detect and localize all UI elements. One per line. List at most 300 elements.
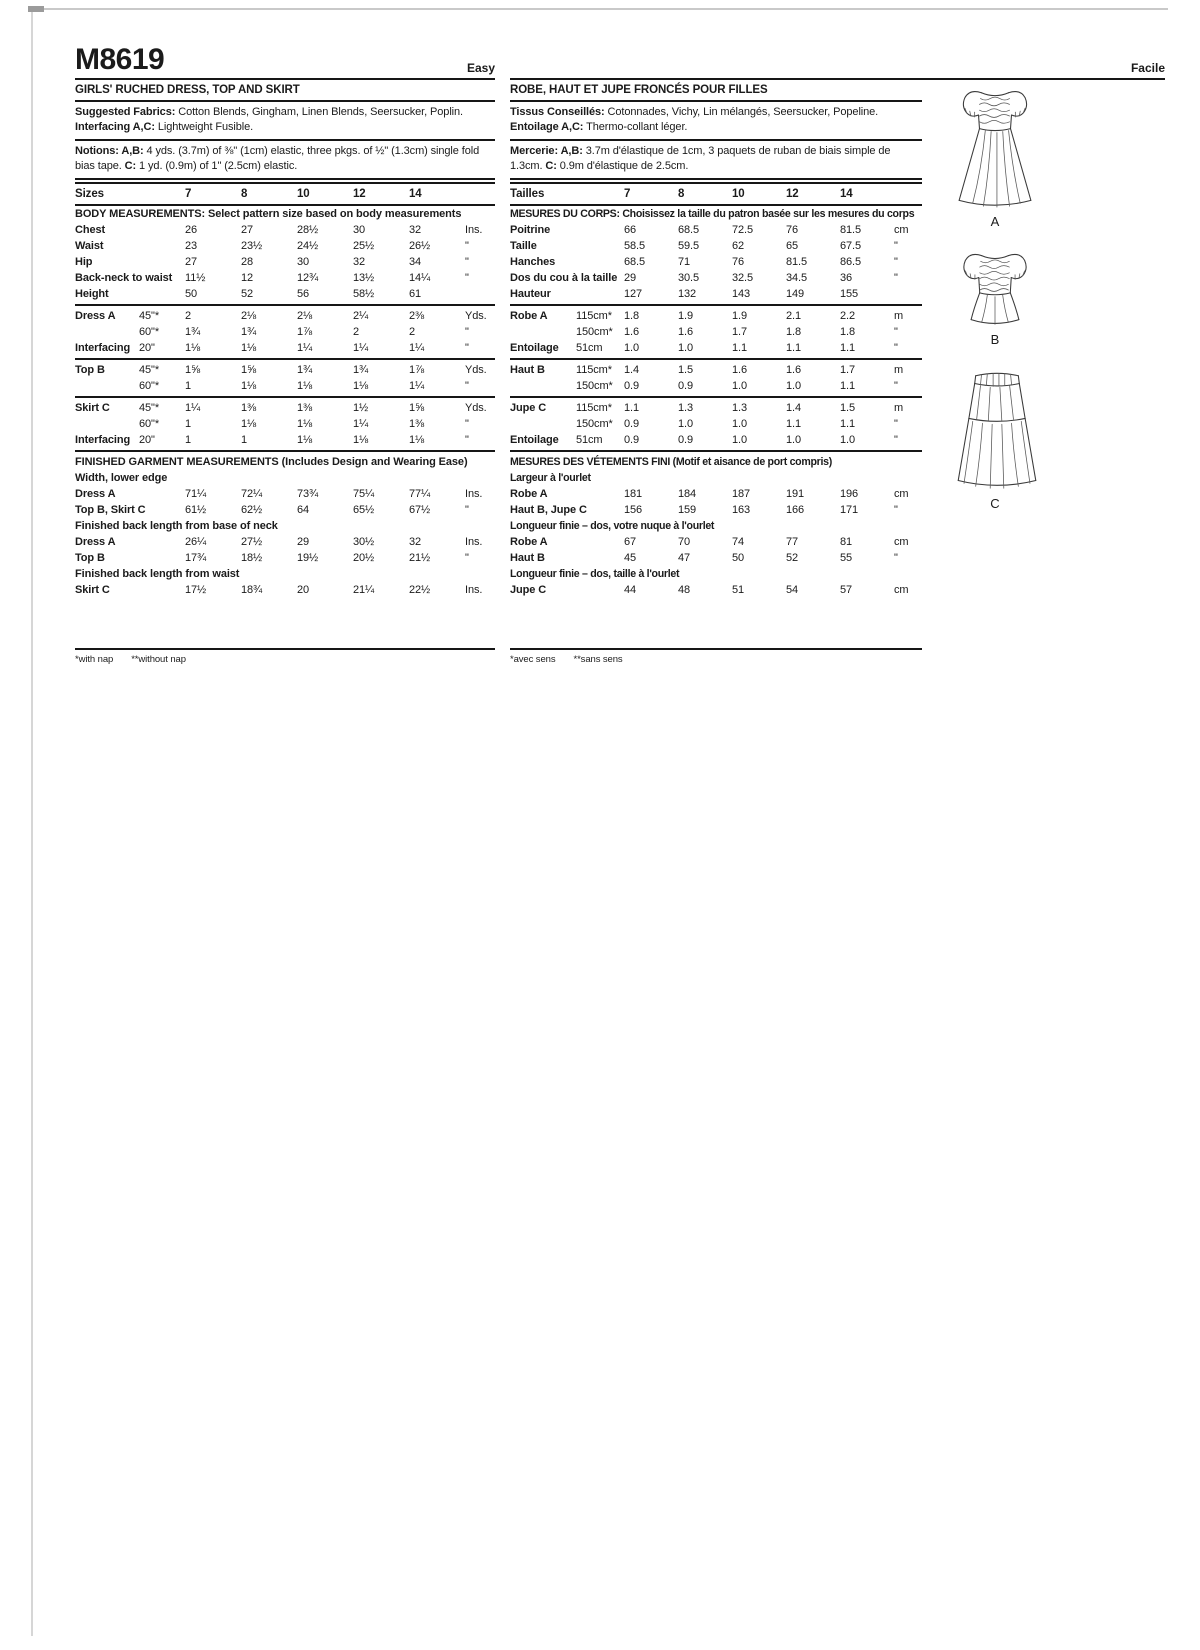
table-row	[510, 222, 922, 238]
table-row	[75, 324, 495, 340]
table-row	[510, 582, 922, 598]
row-value-size10: 51	[732, 584, 745, 596]
row-value-size14: 196	[840, 488, 859, 500]
row-value-size14: 36	[840, 272, 853, 284]
dress-a-illustration	[945, 84, 1045, 212]
row-label: Largeur à l'ourlet	[510, 472, 591, 484]
table-row	[75, 340, 495, 356]
row-value-size7: 44	[624, 584, 637, 596]
row-value-size14: 32	[409, 224, 422, 236]
table-row	[510, 502, 922, 518]
row-label: Top B	[75, 552, 105, 564]
row-unit: Ins.	[465, 488, 483, 500]
row-label: Skirt C	[75, 402, 110, 414]
row-value-size8: 62½	[241, 504, 263, 516]
row-unit: "	[894, 418, 898, 430]
table-row	[510, 286, 922, 302]
row-value-size8: 1	[241, 434, 248, 446]
row-value-size14: 1.7	[840, 364, 855, 376]
row-value-size12: 1¼	[353, 418, 369, 430]
table-row	[75, 450, 495, 470]
table-row	[510, 396, 922, 416]
row-sublabel: 150cm*	[576, 326, 613, 338]
table-row	[75, 534, 495, 550]
row-value-size10: 187	[732, 488, 751, 500]
row-label: Taille	[510, 240, 537, 252]
row-value-size14: 1⅛	[409, 434, 425, 446]
footnote-sans-sens: **sans sens	[573, 654, 623, 665]
row-value-size7: 67	[624, 536, 637, 548]
fabrics-paragraph-en	[75, 102, 495, 141]
row-value-size7: 17¾	[185, 552, 207, 564]
notions-label-fr: Mercerie: A,B:	[510, 145, 583, 157]
row-value-size7: 7	[185, 188, 192, 200]
row-value-size7: 156	[624, 504, 643, 516]
row-value-size12: 1.8	[786, 326, 801, 338]
row-label: Longueur finie – dos, taille à l'ourlet	[510, 568, 680, 580]
row-value-size8: 48	[678, 584, 691, 596]
table-row	[510, 486, 922, 502]
row-value-size8: 132	[678, 288, 697, 300]
row-value-size10: 56	[297, 288, 310, 300]
row-value-size7: 27	[185, 256, 198, 268]
title-row	[75, 44, 495, 80]
row-value-size12: 2¼	[353, 310, 369, 322]
row-sublabel	[139, 238, 185, 254]
row-sublabel: 115cm*	[576, 364, 612, 376]
row-value-size8: 184	[678, 488, 697, 500]
row-unit: cm	[894, 224, 909, 236]
table-row	[75, 518, 495, 534]
row-unit: m	[894, 364, 904, 376]
row-value-size14: 1⅝	[409, 402, 425, 414]
row-value-size7: 1⅛	[185, 342, 201, 354]
row-unit: "	[465, 256, 469, 268]
table-row	[75, 254, 495, 270]
interfacing-label-en: Interfacing A,C:	[75, 121, 155, 133]
row-value-size7: 29	[624, 272, 637, 284]
row-value-size10: 1.1	[732, 342, 747, 354]
row-unit: "	[894, 272, 898, 284]
interfacing-text-fr: Thermo-collant léger.	[583, 121, 688, 133]
row-value-size7: 1	[185, 418, 192, 430]
row-value-size14: 14¼	[409, 272, 431, 284]
row-value-size10: 1.6	[732, 364, 747, 376]
row-sublabel: 150cm*	[576, 380, 613, 392]
row-label: Jupe C	[510, 402, 547, 414]
row-value-size12: 25½	[353, 240, 375, 252]
row-sublabel	[139, 486, 185, 502]
row-value-size12: 52	[786, 552, 799, 564]
row-sublabel	[139, 286, 185, 302]
row-value-size8: 68.5	[678, 224, 700, 236]
row-value-size12: 30	[353, 224, 366, 236]
row-value-size8: 18½	[241, 552, 263, 564]
row-label: BODY MEASUREMENTS: Select pattern size based on body measurements	[75, 208, 462, 220]
row-value-size7: 1.0	[624, 342, 639, 354]
row-value-size7: 2	[185, 310, 192, 322]
figure-label-b: B	[990, 332, 1000, 347]
row-label: Chest	[75, 224, 106, 236]
row-value-size8: 18¾	[241, 584, 263, 596]
row-unit: "	[465, 272, 469, 284]
row-value-size7: 17½	[185, 584, 207, 596]
row-value-size8: 1.3	[678, 402, 693, 414]
row-value-size8: 12	[241, 272, 254, 284]
row-value-size14: 81.5	[840, 224, 862, 236]
row-label: Robe A	[510, 536, 548, 548]
table-row	[75, 582, 495, 598]
row-label: Jupe C	[510, 584, 547, 596]
table-row	[75, 470, 495, 486]
row-value-size7: 0.9	[624, 434, 639, 446]
row-unit: Ins.	[465, 536, 483, 548]
skirt-c-illustration	[942, 368, 1052, 496]
row-value-size14: 171	[840, 504, 859, 516]
row-label: Back-neck to waist	[75, 272, 173, 284]
row-value-size10: 143	[732, 288, 751, 300]
row-value-size10: 2⅛	[297, 310, 313, 322]
row-value-size10: 50	[732, 552, 745, 564]
row-value-size12: 1⅛	[353, 380, 369, 392]
row-value-size7: 181	[624, 488, 643, 500]
table-row	[510, 534, 922, 550]
table-row	[75, 432, 495, 448]
row-value-size12: 12	[353, 188, 366, 200]
row-value-size14: 2	[409, 326, 416, 338]
row-value-size7: 68.5	[624, 256, 646, 268]
row-sublabel	[576, 222, 624, 238]
table-row	[510, 450, 922, 470]
row-value-size14: 1⅞	[409, 364, 425, 376]
bottom-rule-en	[75, 648, 495, 650]
interfacing-label-fr: Entoilage A,C:	[510, 121, 584, 133]
row-unit: "	[465, 342, 469, 354]
table-row	[75, 550, 495, 566]
row-value-size12: 1¾	[353, 364, 369, 376]
row-unit: "	[894, 256, 898, 268]
row-sublabel	[139, 550, 185, 566]
figure-label-c: C	[990, 496, 1000, 511]
row-label: Dress A	[75, 310, 116, 322]
row-label: Sizes	[75, 188, 104, 200]
footnote-with-nap: *with nap	[75, 654, 114, 665]
row-label: Dress A	[75, 536, 116, 548]
table-row	[510, 358, 922, 378]
row-value-size7: 61½	[185, 504, 207, 516]
row-label	[510, 324, 576, 340]
row-label: Hauteur	[510, 288, 551, 300]
row-value-size14: 67½	[409, 504, 431, 516]
row-sublabel: 115cm*	[576, 402, 612, 414]
row-value-size8: 23½	[241, 240, 263, 252]
row-value-size14: 34	[409, 256, 422, 268]
row-unit: Ins.	[465, 224, 483, 236]
row-value-size12: 1.0	[786, 434, 801, 446]
row-value-size14: 1¼	[409, 380, 425, 392]
table-row	[510, 304, 922, 324]
row-sublabel: 45"*	[139, 364, 160, 376]
row-value-size10: 1.0	[732, 418, 747, 430]
row-value-size7: 66	[624, 224, 637, 236]
page-edge-corner	[28, 6, 44, 12]
row-unit: m	[894, 310, 904, 322]
row-value-size10: 28½	[297, 224, 319, 236]
table-row	[75, 378, 495, 394]
row-value-size10: 163	[732, 504, 751, 516]
row-value-size14: 55	[840, 552, 853, 564]
row-value-size14: 26½	[409, 240, 431, 252]
row-value-size10: 10	[732, 188, 745, 200]
row-value-size8: 1⅛	[241, 380, 257, 392]
row-value-size10: 10	[297, 188, 310, 200]
row-label: Longueur finie – dos, votre nuque à l'ourlet	[510, 520, 715, 532]
row-sublabel: 51cm	[576, 342, 603, 354]
row-value-size7: 11½	[185, 272, 206, 284]
notions-text-en: 4 yds. (3.7m) of ⅜" (1cm) elastic, three pkgs. of ½" (1.3cm) single fold bias tape.	[75, 145, 480, 172]
garment-title-en: GIRLS' RUCHED DRESS, TOP AND SKIRT	[75, 80, 495, 102]
row-value-size12: 77	[786, 536, 799, 548]
row-label: Width, lower edge	[75, 472, 168, 484]
row-value-size7: 1	[185, 380, 192, 392]
row-label: MESURES DU CORPS: Choisissez la taille du patron basée sur les mesures du corps	[510, 208, 915, 220]
row-value-size14: 22½	[409, 584, 431, 596]
row-value-size10: 12¾	[297, 272, 319, 284]
table-row	[510, 518, 922, 534]
row-label: Hanches	[510, 256, 556, 268]
fabrics-label-fr: Tissus Conseillés:	[510, 106, 605, 118]
row-sublabel: 60"*	[139, 380, 160, 392]
row-value-size10: 32.5	[732, 272, 754, 284]
row-unit: "	[894, 434, 898, 446]
row-sublabel	[139, 254, 185, 270]
row-value-size7: 71¼	[185, 488, 207, 500]
row-value-size7: 26¼	[185, 536, 207, 548]
table-row	[75, 206, 495, 222]
row-unit	[894, 286, 922, 302]
row-value-size12: 13½	[353, 272, 375, 284]
difficulty-en: Easy	[466, 61, 495, 75]
row-value-size8: 1.9	[678, 310, 693, 322]
row-unit	[465, 286, 499, 302]
row-sublabel	[576, 270, 624, 286]
row-value-size12: 149	[786, 288, 805, 300]
table-row	[510, 416, 922, 432]
row-unit	[465, 186, 499, 202]
row-value-size12: 1⅛	[353, 434, 369, 446]
row-unit: Yds.	[465, 310, 487, 322]
notions-text2-en: 1 yd. (0.9m) of 1" (2.5cm) elastic.	[136, 160, 298, 172]
interfacing-text-en: Lightweight Fusible.	[154, 121, 254, 133]
row-label: Robe A	[510, 310, 548, 322]
row-value-size7: 7	[624, 188, 631, 200]
row-value-size7: 1¼	[185, 402, 201, 414]
table-row	[510, 470, 922, 486]
row-value-size8: 27½	[241, 536, 263, 548]
row-value-size10: 1⅛	[297, 418, 313, 430]
row-label: Entoilage	[510, 342, 559, 354]
row-value-size8: 1¾	[241, 326, 257, 338]
row-value-size10: 1.0	[732, 380, 747, 392]
row-value-size14: 1¼	[409, 342, 425, 354]
row-value-size12: 21¼	[353, 584, 375, 596]
row-unit: "	[894, 504, 898, 516]
row-unit: cm	[894, 488, 909, 500]
row-sublabel	[576, 502, 624, 518]
row-unit: cm	[894, 536, 909, 548]
notions-paragraph-fr	[510, 141, 922, 180]
row-value-size14: 14	[840, 188, 853, 200]
notions-label2-fr: C:	[545, 160, 557, 172]
row-sublabel	[576, 186, 624, 202]
row-sublabel	[139, 270, 185, 286]
row-value-size14: 14	[409, 188, 422, 200]
row-value-size12: 65	[786, 240, 799, 252]
row-unit: "	[465, 240, 469, 252]
row-label	[510, 416, 576, 432]
row-value-size8: 72¼	[241, 488, 263, 500]
row-value-size7: 0.9	[624, 380, 639, 392]
row-value-size8: 47	[678, 552, 691, 564]
row-value-size14: 77¼	[409, 488, 431, 500]
size-table-en	[75, 182, 495, 598]
row-value-size10: 29	[297, 536, 310, 548]
top-b-drawing	[947, 247, 1043, 333]
row-label: FINISHED GARMENT MEASUREMENTS (Includes Design and Wearing Ease)	[75, 456, 468, 468]
row-value-size8: 28	[241, 256, 254, 268]
row-value-size10: 73¾	[297, 488, 319, 500]
row-value-size10: 1.3	[732, 402, 747, 414]
french-content	[510, 80, 922, 665]
row-sublabel: 20"	[139, 434, 155, 446]
row-value-size10: 1.7	[732, 326, 747, 338]
pattern-number: M8619	[75, 43, 165, 76]
row-value-size12: 1.0	[786, 380, 801, 392]
figure-label-a: A	[990, 214, 1000, 229]
row-label: Finished back length from waist	[75, 568, 240, 580]
row-sublabel	[139, 502, 185, 518]
row-value-size7: 0.9	[624, 418, 639, 430]
row-sublabel	[576, 550, 624, 566]
row-sublabel: 60"*	[139, 418, 160, 430]
row-value-size14: 1.8	[840, 326, 855, 338]
row-value-size12: 30½	[353, 536, 375, 548]
row-label: Hip	[75, 256, 93, 268]
row-value-size7: 58.5	[624, 240, 646, 252]
row-value-size8: 159	[678, 504, 697, 516]
row-sublabel: 51cm	[576, 434, 603, 446]
row-sublabel	[139, 186, 185, 202]
table-row	[75, 358, 495, 378]
row-value-size8: 59.5	[678, 240, 700, 252]
row-value-size10: 24½	[297, 240, 319, 252]
row-value-size10: 30	[297, 256, 310, 268]
row-value-size10: 72.5	[732, 224, 754, 236]
row-value-size10: 76	[732, 256, 745, 268]
row-sublabel	[139, 534, 185, 550]
row-value-size12: 1.1	[786, 342, 801, 354]
row-label: Robe A	[510, 488, 548, 500]
row-unit	[894, 186, 922, 202]
row-label: Poitrine	[510, 224, 551, 236]
garment-title-fr: ROBE, HAUT ET JUPE FRONCÉS POUR FILLES	[510, 80, 922, 102]
row-value-size7: 1⅝	[185, 364, 201, 376]
row-value-size12: 1½	[353, 402, 369, 414]
row-value-size12: 2.1	[786, 310, 801, 322]
row-value-size14: 1.1	[840, 380, 855, 392]
row-value-size10: 1.0	[732, 434, 747, 446]
row-value-size14: 61	[409, 288, 422, 300]
footnote-en	[75, 654, 495, 665]
row-value-size12: 32	[353, 256, 366, 268]
skirt-c-drawing	[942, 368, 1052, 496]
table-row	[510, 566, 922, 582]
row-value-size7: 1.4	[624, 364, 639, 376]
fabrics-label-en: Suggested Fabrics:	[75, 106, 176, 118]
notions-paragraph-en	[75, 141, 495, 180]
row-label: Height	[75, 288, 109, 300]
row-label: Top B, Skirt C	[75, 504, 146, 516]
french-column	[510, 44, 1165, 665]
table-row	[75, 486, 495, 502]
row-value-size14: 1.0	[840, 434, 855, 446]
row-label: Haut B	[510, 552, 545, 564]
row-value-size7: 1.8	[624, 310, 639, 322]
row-value-size14: 57	[840, 584, 853, 596]
table-row	[75, 270, 495, 286]
row-value-size10: 62	[732, 240, 745, 252]
row-value-size12: 166	[786, 504, 805, 516]
row-value-size10: 20	[297, 584, 310, 596]
page-edge-top	[30, 8, 1168, 10]
row-value-size14: 21½	[409, 552, 431, 564]
row-value-size10: 1¾	[297, 364, 313, 376]
english-column	[75, 44, 495, 665]
dress-a-drawing	[945, 84, 1045, 212]
row-sublabel	[576, 582, 624, 598]
row-label: Tailles	[510, 188, 545, 200]
row-unit: "	[465, 326, 469, 338]
row-value-size8: 2⅛	[241, 310, 257, 322]
table-row	[75, 286, 495, 302]
title-row-fr	[510, 44, 1165, 80]
row-value-size10: 1¼	[297, 342, 313, 354]
row-label: Finished back length from base of neck	[75, 520, 278, 532]
row-value-size8: 8	[241, 188, 248, 200]
row-label	[510, 378, 576, 394]
row-sublabel	[139, 222, 185, 238]
row-value-size7: 127	[624, 288, 643, 300]
row-value-size7: 50	[185, 288, 198, 300]
row-value-size7: 1.6	[624, 326, 639, 338]
row-unit: Yds.	[465, 402, 487, 414]
row-label: Skirt C	[75, 584, 110, 596]
footnote-without-nap: **without nap	[131, 654, 186, 665]
table-row	[510, 324, 922, 340]
row-value-size12: 58½	[353, 288, 375, 300]
row-sublabel	[576, 238, 624, 254]
row-label: Entoilage	[510, 434, 559, 446]
row-sublabel: 60"*	[139, 326, 160, 338]
row-value-size8: 1⅜	[241, 402, 257, 414]
table-row	[75, 304, 495, 324]
row-sublabel	[576, 534, 624, 550]
row-value-size8: 0.9	[678, 434, 693, 446]
row-value-size12: 76	[786, 224, 799, 236]
row-value-size8: 1⅝	[241, 364, 257, 376]
row-value-size10: 74	[732, 536, 745, 548]
notions-text-fr: 3.7m d'élastique de 1cm, 3 paquets de ruban de biais simple de 1.3cm.	[510, 145, 891, 172]
